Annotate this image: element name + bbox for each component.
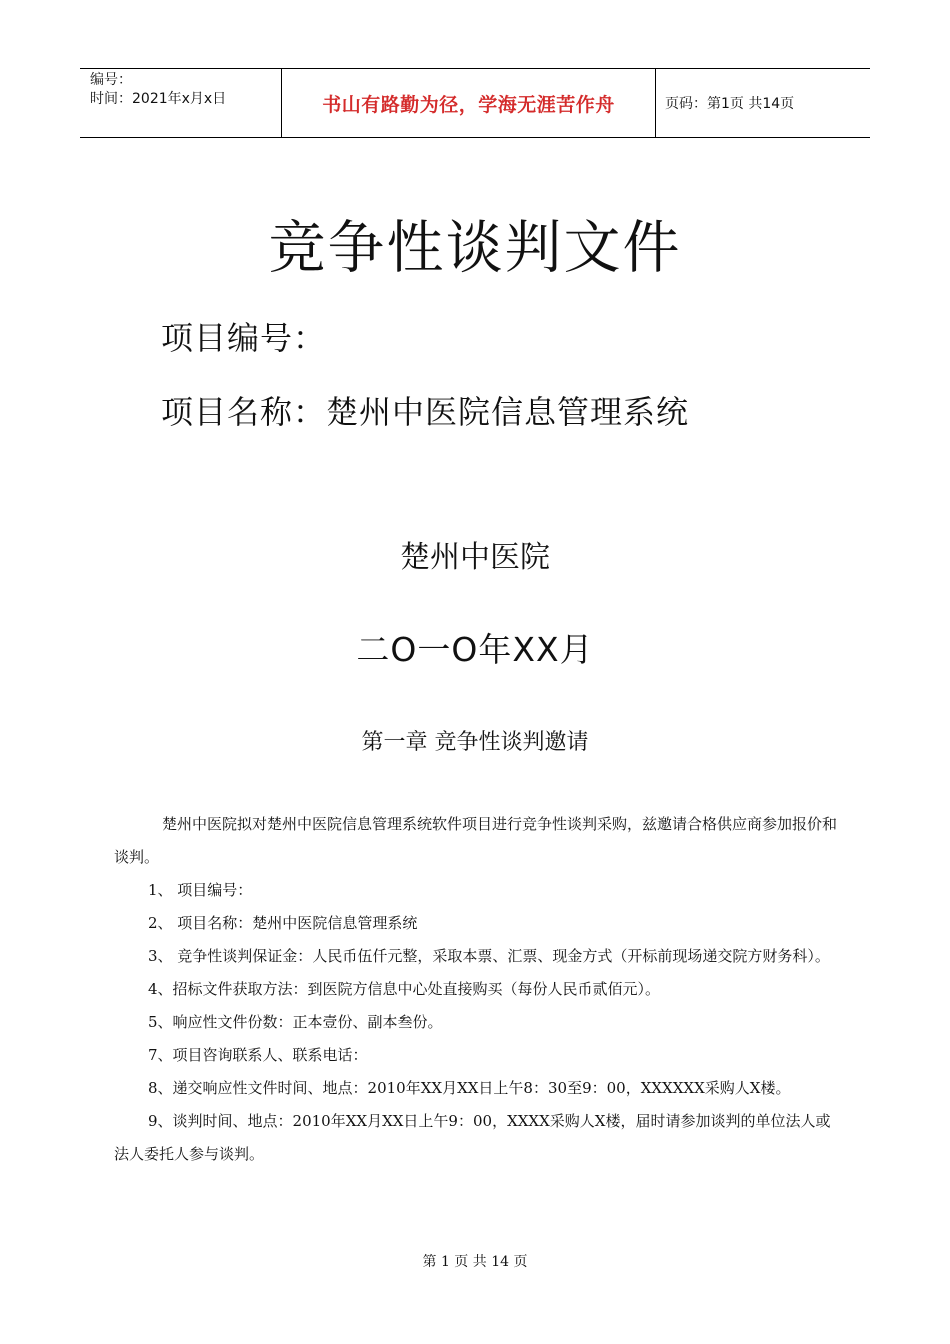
page-footer: 第 1 页 共 14 页 (422, 1254, 528, 1270)
header-page-cell (656, 69, 870, 137)
list-item: 5、响应性文件份数：正本壹份、副本叁份。 (148, 1013, 443, 1031)
project-number: 项目编号： (161, 319, 327, 357)
issue-date: 二O一O年XX月 (356, 630, 594, 669)
list-item: 2、 项目名称：楚州中医院信息管理系统 (148, 914, 418, 932)
header-meta-cell (80, 69, 282, 137)
list-item: 1、 项目编号： (148, 881, 253, 899)
page-header (80, 68, 870, 138)
chapter-title: 第一章 竞争性谈判邀请 (361, 730, 589, 755)
list-item: 4、招标文件获取方法：到医院方信息中心处直接购买（每份人民币贰佰元）。 (148, 980, 661, 998)
header-motto-cell (282, 69, 656, 137)
document-number-label: 编号： (90, 72, 132, 88)
list-item: 3、 竞争性谈判保证金：人民币伍仟元整，采取本票、汇票、现金方式（开标前现场递交院方财务科）。 (148, 947, 830, 965)
list-item: 9、谈判时间、地点：2010年XX月XX日上午9：00，XXXX采购人X楼，届时请参加谈判的单位法人或法人委托人参与谈判。 (114, 1112, 831, 1163)
list-item: 8、递交响应性文件时间、地点：2010年XX月XX日上午8：30至9：00，XXXXXX采购人X楼。 (148, 1079, 791, 1097)
document-title: 竞争性谈判文件 (268, 215, 682, 281)
project-name: 项目名称：楚州中医院信息管理系统 (161, 393, 690, 431)
list-item: 7、项目咨询联系人、联系电话： (148, 1046, 368, 1064)
header-page-info: 页码：第1页 共14页 (665, 96, 795, 112)
header-motto: 书山有路勤为径，学海无涯苦作舟 (322, 93, 615, 116)
intro-paragraph: 楚州中医院拟对楚州中医院信息管理系统软件项目进行竞争性谈判采购，兹邀请合格供应商参加报价和谈判。 (114, 815, 838, 866)
document-time-label: 时间：2021年x月x日 (90, 91, 227, 107)
issuer-name: 楚州中医院 (400, 540, 550, 575)
invitation-body (114, 808, 844, 1171)
